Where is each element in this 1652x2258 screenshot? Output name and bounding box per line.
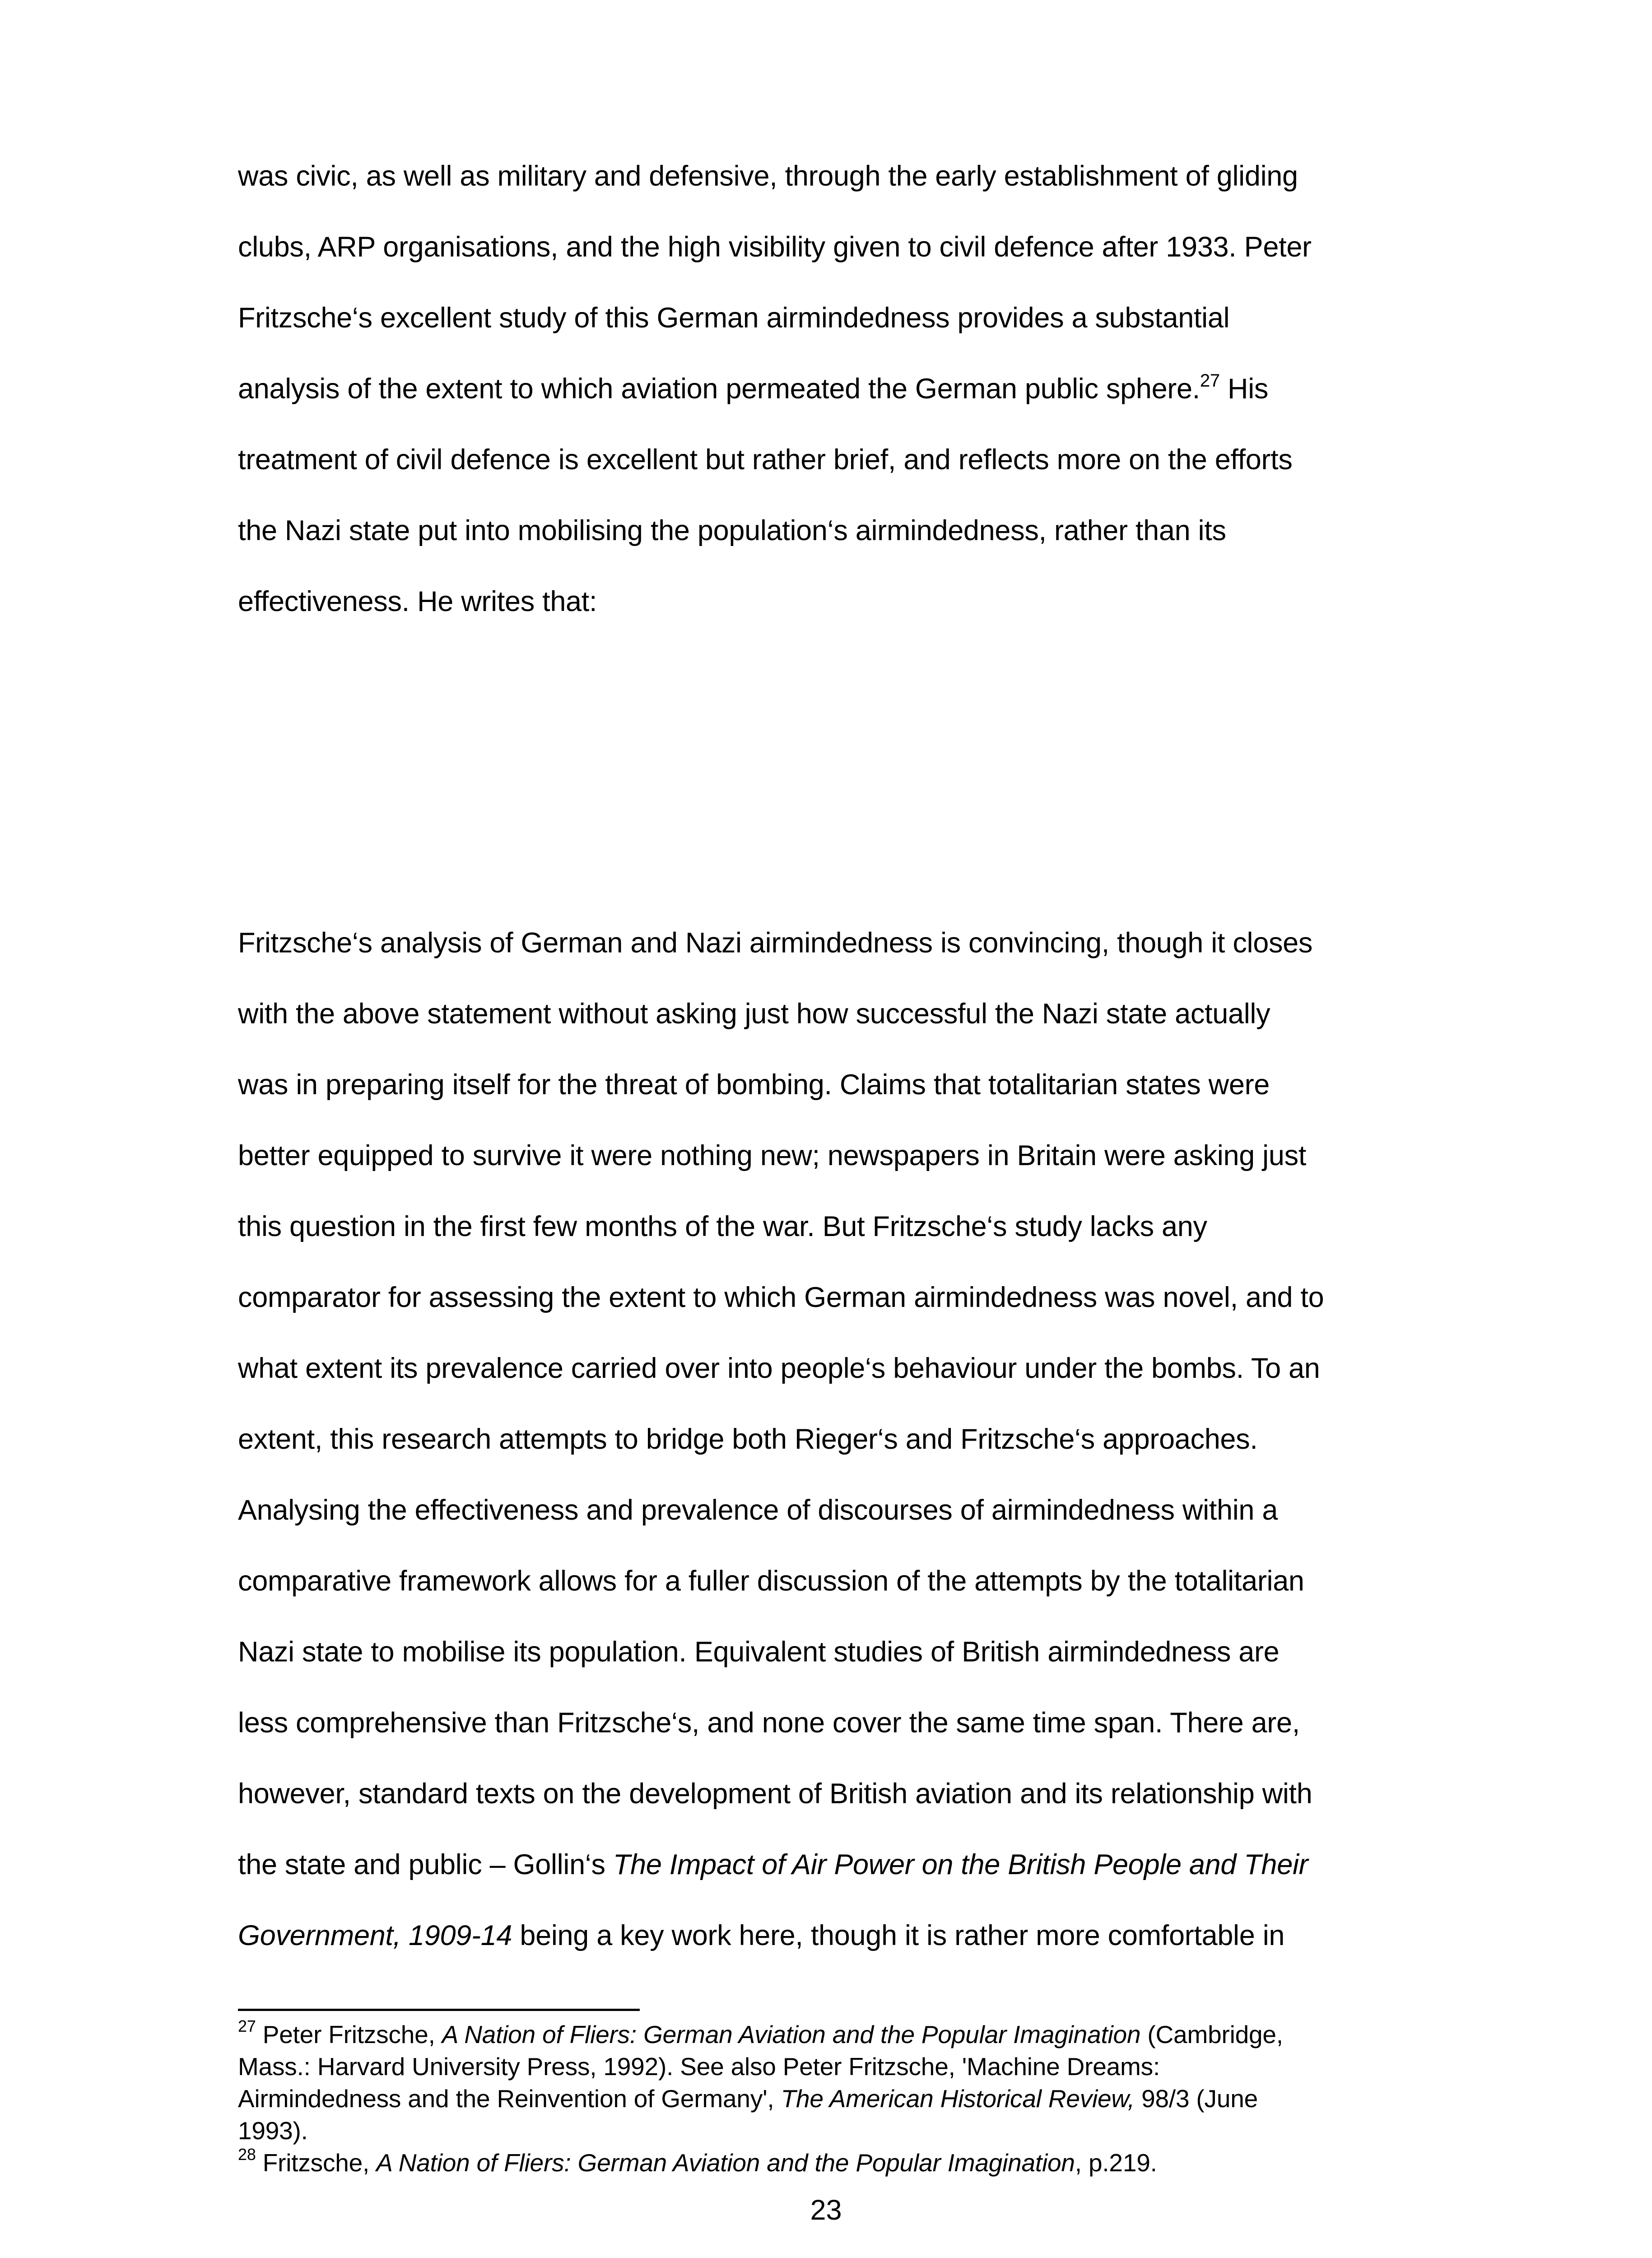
body-paragraph-2 bbox=[238, 908, 1430, 1971]
footnote-ref-27[interactable]: 27 bbox=[1200, 371, 1220, 391]
text-run: Fritzsche, bbox=[256, 2149, 377, 2177]
text-line bbox=[238, 354, 1430, 425]
text-line: comparative framework allows for a fuller discussion of the attempts by the totalitarian bbox=[238, 1565, 1304, 1597]
text-line: was in preparing itself for the threat of bombing. Claims that totalitarian states were bbox=[238, 1069, 1270, 1101]
footnote-line: 1993). bbox=[238, 2117, 308, 2145]
text-run: , p.219. bbox=[1075, 2149, 1157, 2177]
text-line: comparator for assessing the extent to which German airmindedness was novel, and to bbox=[238, 1282, 1324, 1313]
book-title: A Nation of Fliers: German Aviation and the Popular Imagination bbox=[376, 2149, 1075, 2177]
footnote-separator bbox=[238, 2009, 640, 2011]
footnote-number: 27 bbox=[238, 2016, 256, 2035]
text-line: Fritzsche‘s excellent study of this German airmindedness provides a substantial bbox=[238, 302, 1230, 334]
text-line: less comprehensive than Fritzsche‘s, and none cover the same time span. There are, bbox=[238, 1707, 1300, 1739]
text-line: clubs, ARP organisations, and the high visibility given to civil defence after 1933. Peter bbox=[238, 231, 1312, 263]
book-title: The Impact of Air Power on the British People and Their bbox=[613, 1849, 1308, 1880]
text-run: being a key work here, though it is rather more comfortable in bbox=[512, 1920, 1285, 1951]
footnote-number: 28 bbox=[238, 2145, 256, 2164]
text-line: extent, this research attempts to bridge both Rieger‘s and Fritzsche‘s approaches. bbox=[238, 1423, 1258, 1455]
text-line: this question in the first few months of the war. But Fritzsche‘s study lacks any bbox=[238, 1211, 1207, 1242]
text-run: Airmindedness and the Reinvention of Germany', bbox=[238, 2085, 781, 2113]
text-line bbox=[238, 1900, 1430, 1971]
footnote-line: Mass.: Harvard University Press, 1992). See also Peter Fritzsche, 'Machine Dreams: bbox=[238, 2053, 1160, 2081]
body-paragraph-1 bbox=[238, 141, 1430, 637]
footnote-line bbox=[238, 2083, 1430, 2115]
footnote-28 bbox=[238, 2147, 1430, 2179]
text-line: however, standard texts on the development of British aviation and its relationship with bbox=[238, 1778, 1312, 1810]
text-run: (Cambridge, bbox=[1140, 2020, 1283, 2048]
text-run: 98/3 (June bbox=[1135, 2085, 1258, 2113]
text-line: effectiveness. He writes that: bbox=[238, 586, 597, 617]
text-line: the Nazi state put into mobilising the population‘s airmindedness, rather than its bbox=[238, 515, 1226, 546]
text-line: Nazi state to mobilise its population. Equivalent studies of British airmindedness are bbox=[238, 1636, 1280, 1668]
text-line: Fritzsche‘s analysis of German and Nazi airmindedness is convincing, though it closes bbox=[238, 927, 1313, 959]
text-line: what extent its prevalence carried over into people‘s behaviour under the bombs. To an bbox=[238, 1353, 1320, 1384]
text-line: with the above statement without asking just how successful the Nazi state actually bbox=[238, 998, 1270, 1030]
text-line: Analysing the effectiveness and prevalence of discourses of airmindedness within a bbox=[238, 1494, 1278, 1526]
text-run: Peter Fritzsche, bbox=[256, 2020, 442, 2048]
journal-title: The American Historical Review, bbox=[781, 2085, 1135, 2113]
text-line: treatment of civil defence is excellent but rather brief, and reflects more on the efforts bbox=[238, 444, 1293, 476]
page-number: 23 bbox=[810, 2194, 842, 2226]
text-line: better equipped to survive it were nothing new; newspapers in Britain were asking just bbox=[238, 1140, 1307, 1171]
footnotes bbox=[238, 2016, 1430, 2179]
text-line bbox=[238, 1829, 1430, 1900]
footnote-27 bbox=[238, 2016, 1430, 2051]
book-title: Government, 1909-14 bbox=[238, 1920, 512, 1951]
text-line: was civic, as well as military and defensive, through the early establishment of gliding bbox=[238, 160, 1298, 192]
text-run: His bbox=[1219, 373, 1269, 405]
text-run: analysis of the extent to which aviation permeated the German public sphere. bbox=[238, 373, 1200, 405]
text-run: the state and public – Gollin‘s bbox=[238, 1849, 613, 1880]
book-title: A Nation of Fliers: German Aviation and the Popular Imagination bbox=[442, 2020, 1141, 2048]
